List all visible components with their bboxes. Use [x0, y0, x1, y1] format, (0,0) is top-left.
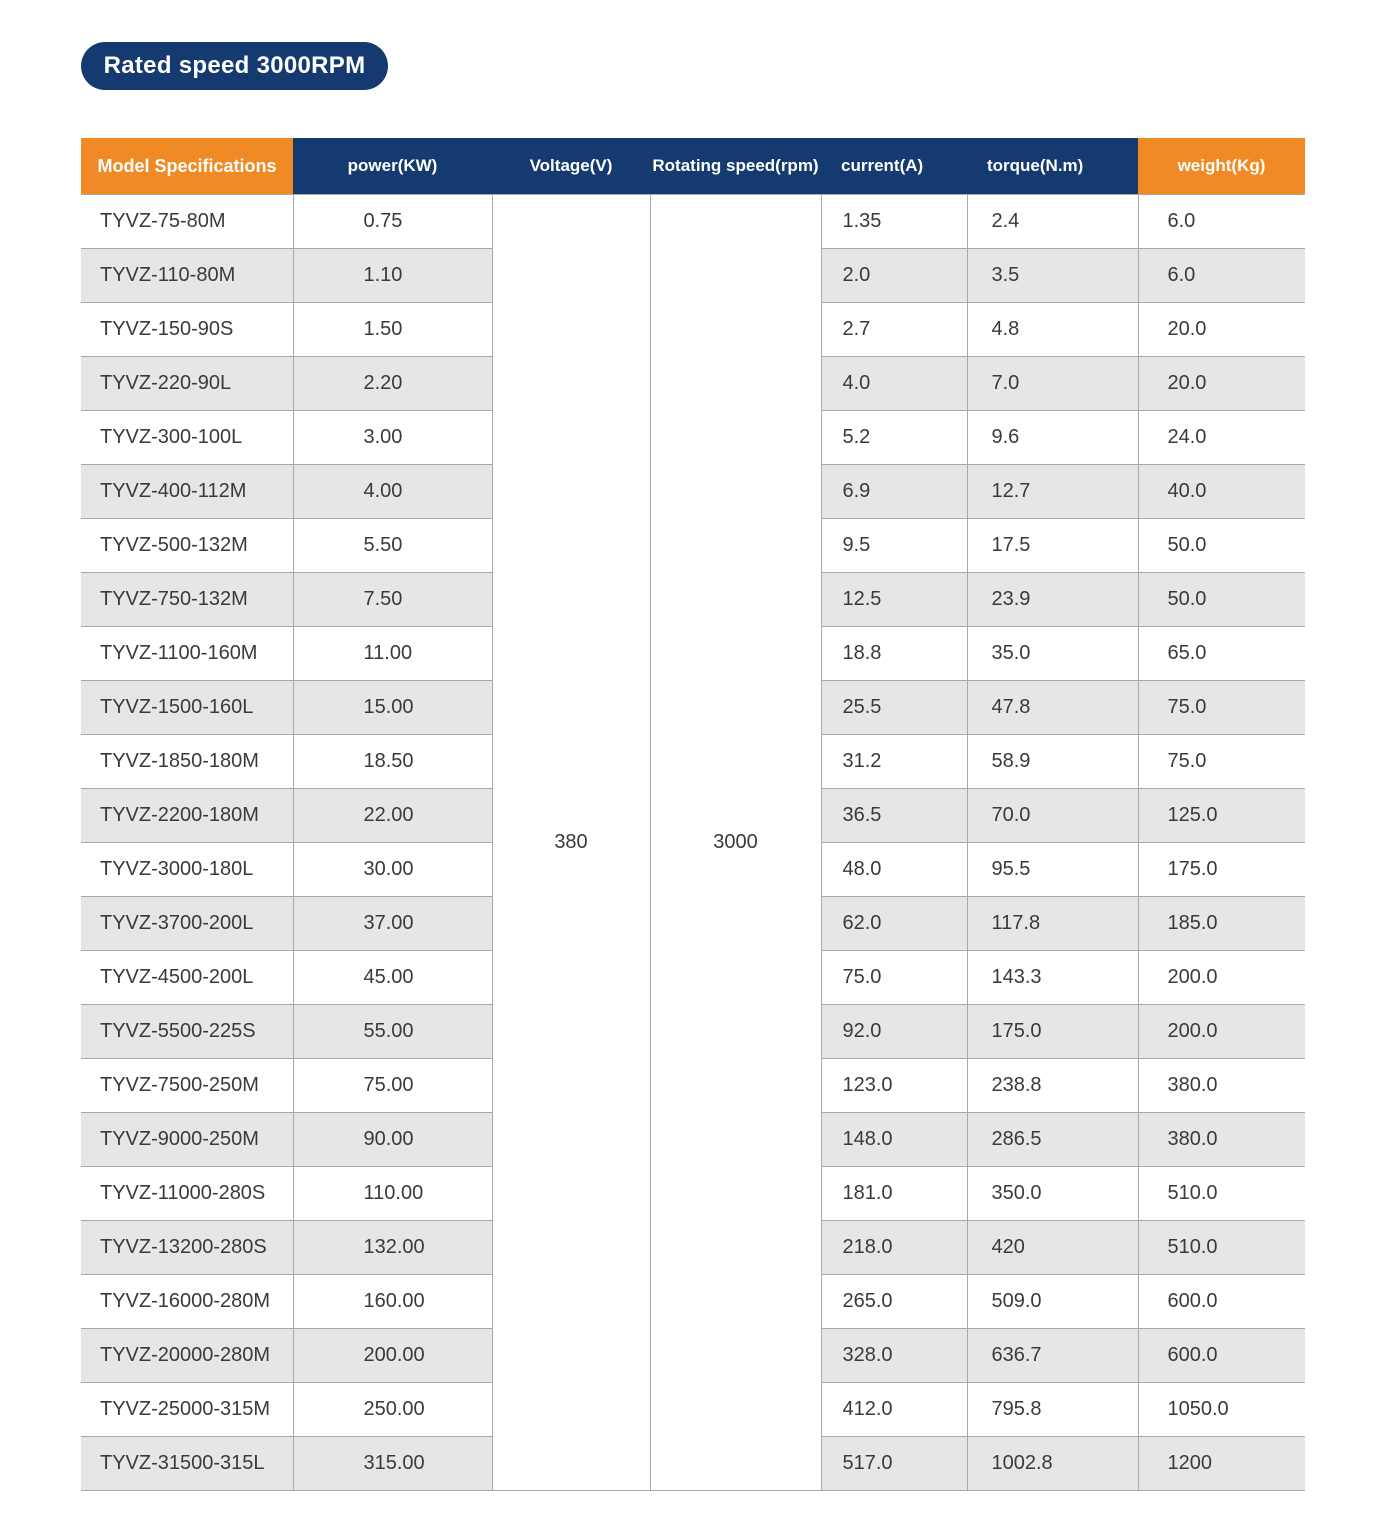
model-cell: TYVZ-1500-160L [81, 681, 293, 735]
voltage-cell: 380 [492, 195, 650, 1491]
header-torque: torque(N.m) [967, 138, 1138, 195]
weight-cell: 380.0 [1138, 1059, 1305, 1113]
current-cell: 181.0 [821, 1167, 967, 1221]
weight-cell: 75.0 [1138, 735, 1305, 789]
weight-cell: 510.0 [1138, 1221, 1305, 1275]
current-cell: 62.0 [821, 897, 967, 951]
model-cell: TYVZ-25000-315M [81, 1383, 293, 1437]
torque-cell: 70.0 [967, 789, 1138, 843]
current-cell: 123.0 [821, 1059, 967, 1113]
torque-cell: 238.8 [967, 1059, 1138, 1113]
current-cell: 25.5 [821, 681, 967, 735]
power-cell: 11.00 [293, 627, 492, 681]
weight-cell: 40.0 [1138, 465, 1305, 519]
model-cell: TYVZ-400-112M [81, 465, 293, 519]
weight-cell: 185.0 [1138, 897, 1305, 951]
weight-cell: 50.0 [1138, 519, 1305, 573]
torque-cell: 117.8 [967, 897, 1138, 951]
model-cell: TYVZ-5500-225S [81, 1005, 293, 1059]
power-cell: 110.00 [293, 1167, 492, 1221]
model-cell: TYVZ-9000-250M [81, 1113, 293, 1167]
current-cell: 48.0 [821, 843, 967, 897]
current-cell: 4.0 [821, 357, 967, 411]
current-cell: 31.2 [821, 735, 967, 789]
weight-cell: 510.0 [1138, 1167, 1305, 1221]
weight-cell: 125.0 [1138, 789, 1305, 843]
power-cell: 22.00 [293, 789, 492, 843]
model-cell: TYVZ-300-100L [81, 411, 293, 465]
torque-cell: 350.0 [967, 1167, 1138, 1221]
torque-cell: 58.9 [967, 735, 1138, 789]
header-voltage: Voltage(V) [492, 138, 650, 195]
torque-cell: 1002.8 [967, 1437, 1138, 1491]
weight-cell: 6.0 [1138, 249, 1305, 303]
current-cell: 18.8 [821, 627, 967, 681]
torque-cell: 12.7 [967, 465, 1138, 519]
current-cell: 265.0 [821, 1275, 967, 1329]
current-cell: 92.0 [821, 1005, 967, 1059]
spec-table [81, 138, 1305, 1491]
current-cell: 2.0 [821, 249, 967, 303]
power-cell: 15.00 [293, 681, 492, 735]
power-cell: 160.00 [293, 1275, 492, 1329]
weight-cell: 6.0 [1138, 195, 1305, 249]
power-cell: 3.00 [293, 411, 492, 465]
torque-cell: 47.8 [967, 681, 1138, 735]
power-cell: 0.75 [293, 195, 492, 249]
current-cell: 1.35 [821, 195, 967, 249]
power-cell: 18.50 [293, 735, 492, 789]
torque-cell: 795.8 [967, 1383, 1138, 1437]
header-current: current(A) [821, 138, 967, 195]
torque-cell: 420 [967, 1221, 1138, 1275]
power-cell: 200.00 [293, 1329, 492, 1383]
torque-cell: 35.0 [967, 627, 1138, 681]
model-cell: TYVZ-2200-180M [81, 789, 293, 843]
power-cell: 1.10 [293, 249, 492, 303]
weight-cell: 20.0 [1138, 357, 1305, 411]
speed-cell: 3000 [650, 195, 821, 1491]
power-cell: 30.00 [293, 843, 492, 897]
weight-cell: 175.0 [1138, 843, 1305, 897]
power-cell: 4.00 [293, 465, 492, 519]
model-cell: TYVZ-1850-180M [81, 735, 293, 789]
weight-cell: 600.0 [1138, 1275, 1305, 1329]
power-cell: 2.20 [293, 357, 492, 411]
torque-cell: 175.0 [967, 1005, 1138, 1059]
weight-cell: 50.0 [1138, 573, 1305, 627]
torque-cell: 9.6 [967, 411, 1138, 465]
header-row [81, 138, 1305, 195]
model-cell: TYVZ-16000-280M [81, 1275, 293, 1329]
torque-cell: 143.3 [967, 951, 1138, 1005]
torque-cell: 3.5 [967, 249, 1138, 303]
model-cell: TYVZ-7500-250M [81, 1059, 293, 1113]
power-cell: 75.00 [293, 1059, 492, 1113]
weight-cell: 75.0 [1138, 681, 1305, 735]
power-cell: 37.00 [293, 897, 492, 951]
section-title: Rated speed 3000RPM [81, 42, 388, 90]
model-cell: TYVZ-500-132M [81, 519, 293, 573]
current-cell: 9.5 [821, 519, 967, 573]
model-cell: TYVZ-20000-280M [81, 1329, 293, 1383]
weight-cell: 24.0 [1138, 411, 1305, 465]
model-cell: TYVZ-3000-180L [81, 843, 293, 897]
current-cell: 412.0 [821, 1383, 967, 1437]
model-cell: TYVZ-75-80M [81, 195, 293, 249]
torque-cell: 17.5 [967, 519, 1138, 573]
torque-cell: 4.8 [967, 303, 1138, 357]
header-speed: Rotating speed(rpm) [650, 138, 821, 195]
current-cell: 36.5 [821, 789, 967, 843]
current-cell: 6.9 [821, 465, 967, 519]
power-cell: 7.50 [293, 573, 492, 627]
current-cell: 218.0 [821, 1221, 967, 1275]
model-cell: TYVZ-13200-280S [81, 1221, 293, 1275]
model-cell: TYVZ-750-132M [81, 573, 293, 627]
weight-cell: 20.0 [1138, 303, 1305, 357]
header-model: Model Specifications [81, 138, 293, 195]
power-cell: 315.00 [293, 1437, 492, 1491]
torque-cell: 286.5 [967, 1113, 1138, 1167]
torque-cell: 95.5 [967, 843, 1138, 897]
model-cell: TYVZ-4500-200L [81, 951, 293, 1005]
table-body [81, 195, 1305, 1491]
power-cell: 132.00 [293, 1221, 492, 1275]
current-cell: 517.0 [821, 1437, 967, 1491]
power-cell: 55.00 [293, 1005, 492, 1059]
power-cell: 90.00 [293, 1113, 492, 1167]
torque-cell: 636.7 [967, 1329, 1138, 1383]
torque-cell: 509.0 [967, 1275, 1138, 1329]
current-cell: 12.5 [821, 573, 967, 627]
model-cell: TYVZ-11000-280S [81, 1167, 293, 1221]
weight-cell: 1050.0 [1138, 1383, 1305, 1437]
table-row [81, 195, 1305, 249]
weight-cell: 1200 [1138, 1437, 1305, 1491]
model-cell: TYVZ-150-90S [81, 303, 293, 357]
power-cell: 250.00 [293, 1383, 492, 1437]
torque-cell: 2.4 [967, 195, 1138, 249]
current-cell: 148.0 [821, 1113, 967, 1167]
torque-cell: 23.9 [967, 573, 1138, 627]
header-power: power(KW) [293, 138, 492, 195]
power-cell: 45.00 [293, 951, 492, 1005]
power-cell: 1.50 [293, 303, 492, 357]
current-cell: 75.0 [821, 951, 967, 1005]
power-cell: 5.50 [293, 519, 492, 573]
current-cell: 5.2 [821, 411, 967, 465]
model-cell: TYVZ-31500-315L [81, 1437, 293, 1491]
model-cell: TYVZ-110-80M [81, 249, 293, 303]
torque-cell: 7.0 [967, 357, 1138, 411]
weight-cell: 200.0 [1138, 1005, 1305, 1059]
current-cell: 328.0 [821, 1329, 967, 1383]
weight-cell: 380.0 [1138, 1113, 1305, 1167]
model-cell: TYVZ-220-90L [81, 357, 293, 411]
model-cell: TYVZ-1100-160M [81, 627, 293, 681]
header-weight: weight(Kg) [1138, 138, 1305, 195]
current-cell: 2.7 [821, 303, 967, 357]
model-cell: TYVZ-3700-200L [81, 897, 293, 951]
weight-cell: 65.0 [1138, 627, 1305, 681]
weight-cell: 600.0 [1138, 1329, 1305, 1383]
weight-cell: 200.0 [1138, 951, 1305, 1005]
